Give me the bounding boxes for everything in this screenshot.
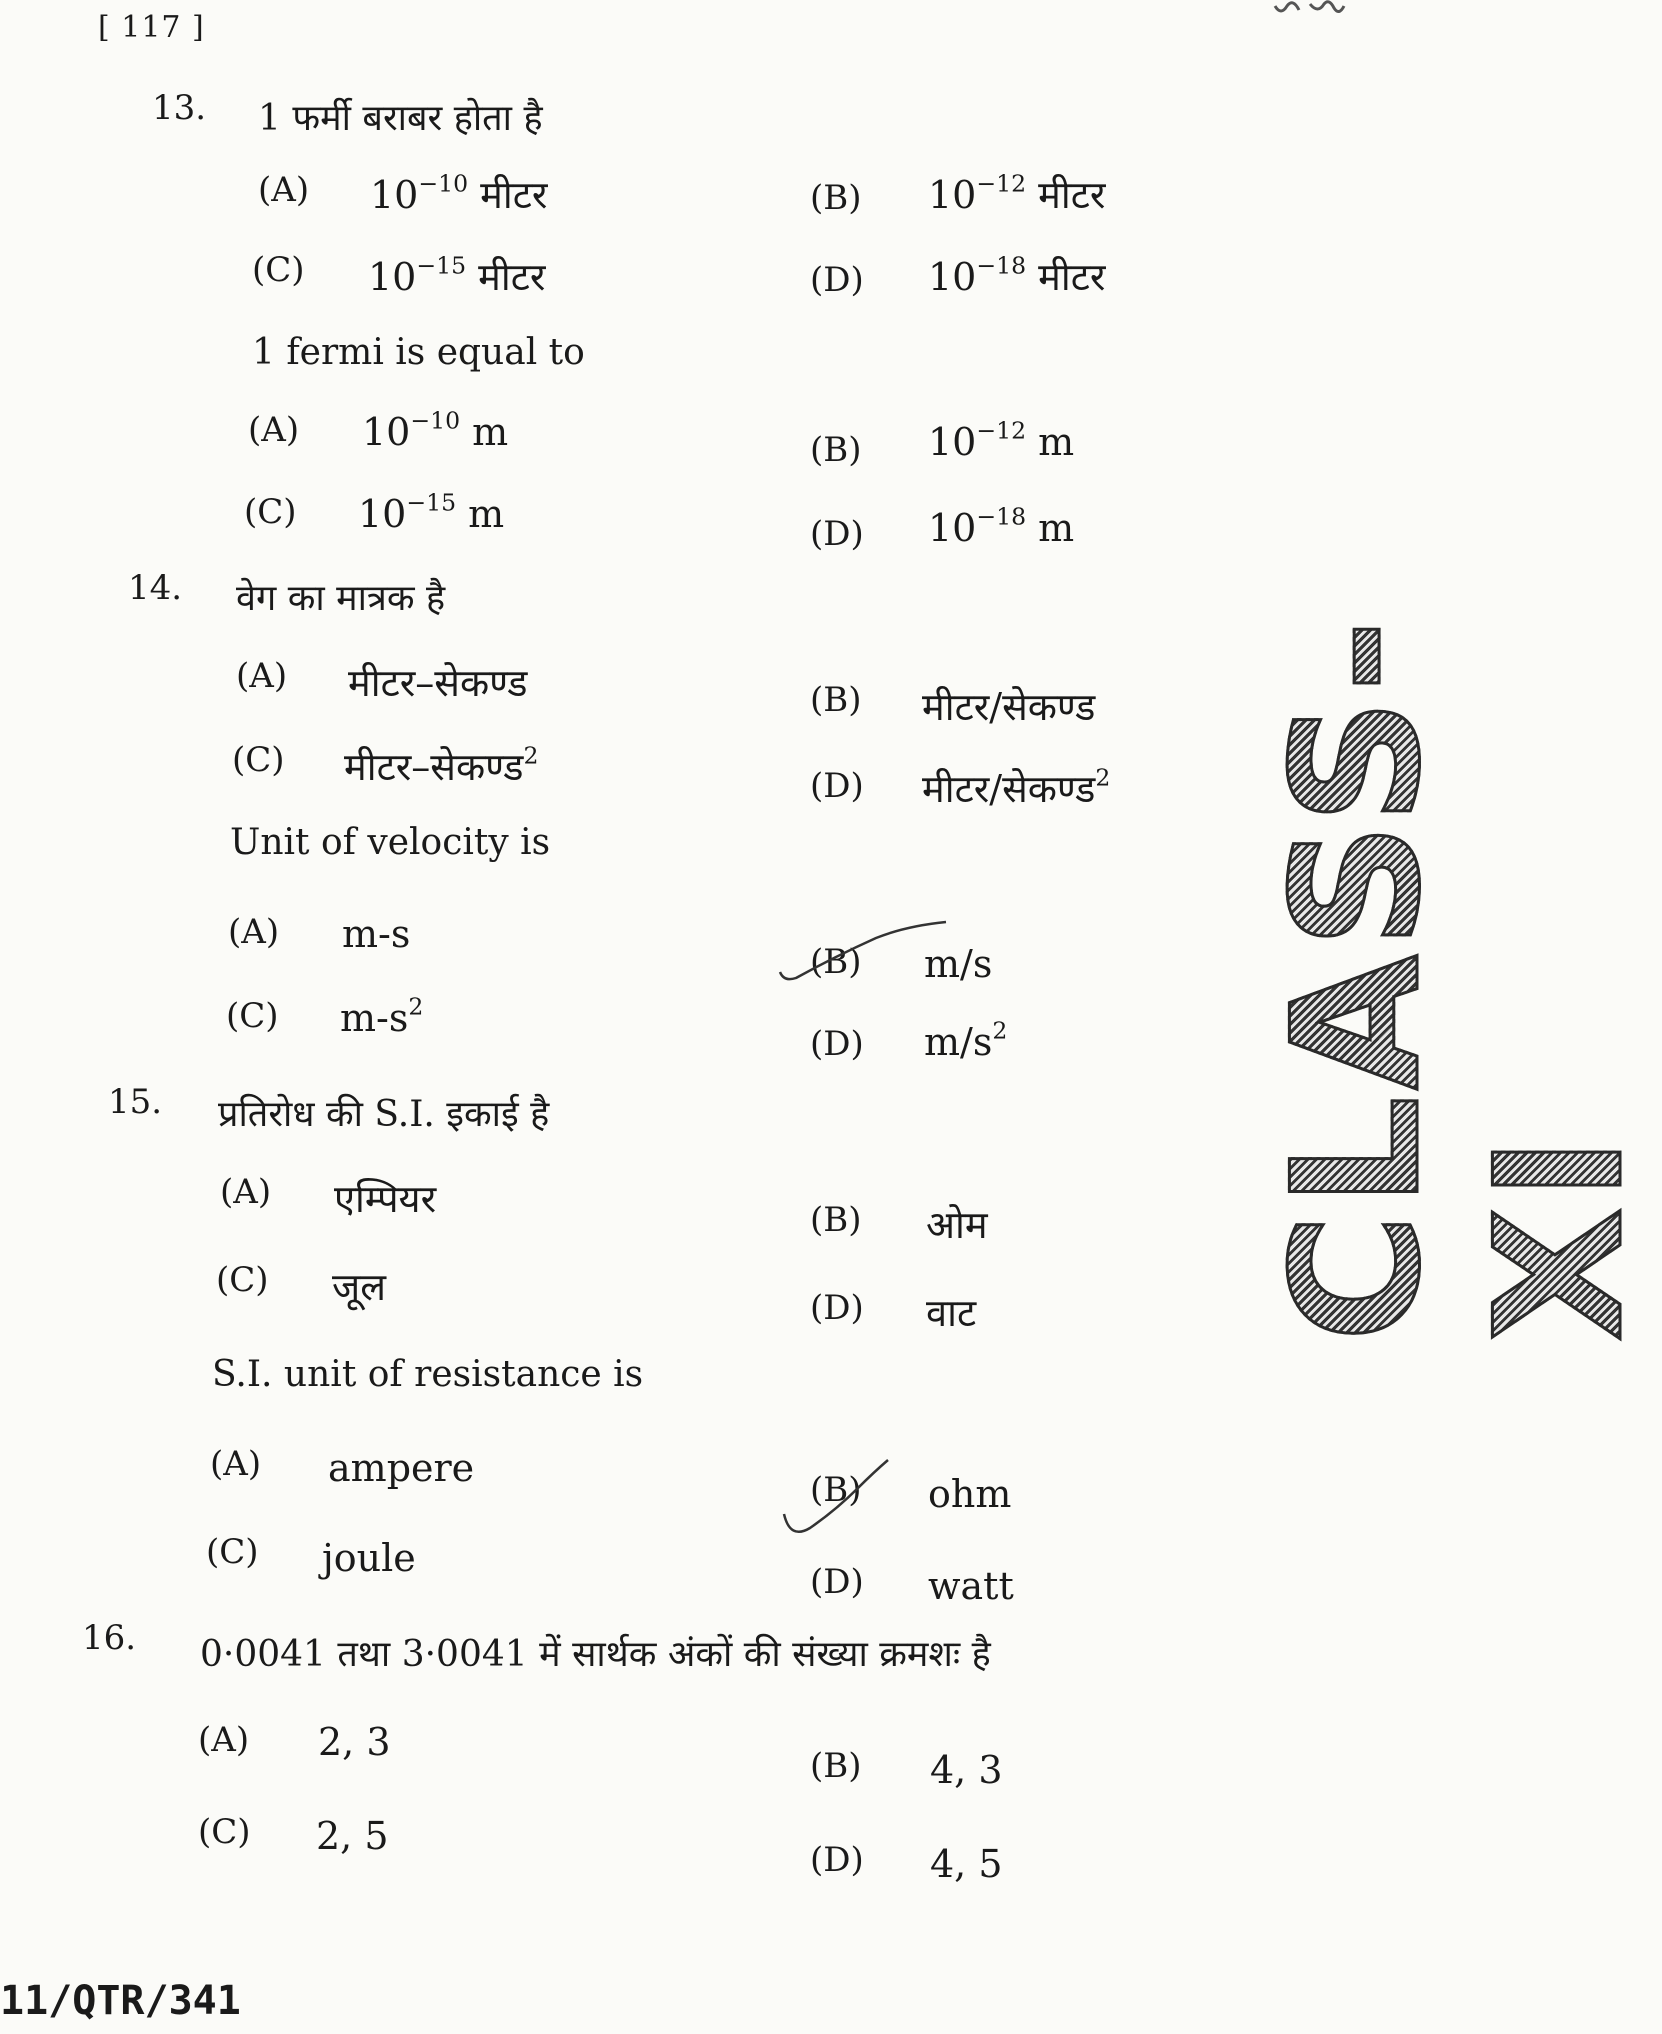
q16-option-d-value: 4, 5 — [930, 1842, 1003, 1886]
q14-english-option-d-value: $m/s^2$ — [924, 1016, 1008, 1064]
q15-hindi-option-c-label: (C) — [216, 1260, 269, 1300]
handwritten-tick-mark — [778, 1456, 918, 1546]
q13-english-option-c-value: $10^{-15}$ m — [358, 488, 505, 536]
q14-hindi-option-a-value: मीटर–सेकण्ड — [348, 661, 528, 705]
q16-option-b-value: 4, 3 — [930, 1748, 1003, 1792]
q14-hindi-option-b-label: (B) — [810, 680, 862, 720]
q14-hindi-option-a-label: (A) — [236, 656, 288, 696]
side-banner-text: CLASS-XI — [1255, 613, 1662, 1342]
corner-scribble — [1270, 0, 1400, 20]
q14-english-option-d-label: (D) — [810, 1024, 864, 1064]
q15-english-option-c-label: (C) — [206, 1532, 259, 1572]
q13-hindi-option-c-label: (C) — [252, 250, 305, 290]
q16-option-b-label: (B) — [810, 1746, 862, 1786]
q13-english-option-b-value: $10^{-12}$ m — [928, 416, 1075, 464]
q15-hindi-option-b-value: ओम — [926, 1203, 988, 1247]
q14-english-option-c-label: (C) — [226, 996, 279, 1036]
q16-option-d-label: (D) — [810, 1840, 864, 1880]
q13-hindi-option-d-value: $10^{-18}$ मीटर — [928, 251, 1106, 299]
question-14-number: 14. — [128, 568, 183, 608]
q15-english-option-a-label: (A) — [210, 1444, 262, 1484]
q15-hindi-option-c-value: जूल — [332, 1265, 386, 1309]
question-16-number: 16. — [82, 1618, 137, 1658]
q15-hindi-option-d-label: (D) — [810, 1288, 864, 1328]
q14-hindi-option-b-value: मीटर/सेकण्ड — [922, 685, 1096, 729]
q15-english-option-b-value: ohm — [928, 1472, 1012, 1516]
q13-english-option-d-label: (D) — [810, 514, 864, 554]
q13-english-option-c-label: (C) — [244, 492, 297, 532]
question-14-hindi-text: वेग का मात्रक है — [236, 578, 446, 619]
question-13-english-text: 1 fermi is equal to — [252, 332, 585, 373]
q15-english-option-a-value: ampere — [328, 1446, 475, 1490]
q14-hindi-option-c-label: (C) — [232, 740, 285, 780]
q14-english-option-a-label: (A) — [228, 912, 280, 952]
q15-english-option-b-label: (B) — [810, 1470, 862, 1510]
handwritten-tick-mark — [770, 918, 960, 988]
q16-option-a-label: (A) — [198, 1720, 250, 1760]
q14-hindi-option-d-label: (D) — [810, 766, 864, 806]
q14-english-option-b-value: m/s — [924, 942, 993, 986]
q14-hindi-option-c-value: मीटर–सेकण्ड$^2$ — [344, 741, 539, 789]
q15-hindi-option-b-label: (B) — [810, 1200, 862, 1240]
question-13-hindi-text: 1 फर्मी बराबर होता है — [258, 98, 543, 139]
q15-hindi-option-a-value: एम्पियर — [334, 1177, 437, 1221]
question-14-english-text: Unit of velocity is — [230, 822, 551, 863]
q15-english-option-c-value: joule — [322, 1536, 416, 1580]
q13-hindi-option-d-label: (D) — [810, 260, 864, 300]
q13-english-option-b-label: (B) — [810, 430, 862, 470]
question-13-number: 13. — [152, 88, 207, 128]
q15-english-option-d-value: watt — [928, 1564, 1014, 1608]
q13-english-option-d-value: $10^{-18}$ m — [928, 502, 1075, 550]
side-banner — [1255, 400, 1662, 1570]
q13-english-option-a-value: $10^{-10}$ m — [362, 406, 509, 454]
q14-english-option-c-value: $m-s^2$ — [340, 992, 424, 1040]
q15-hindi-option-a-label: (A) — [220, 1172, 272, 1212]
q14-hindi-option-d-value: मीटर/सेकण्ड$^2$ — [922, 763, 1111, 811]
q16-option-c-value: 2, 5 — [316, 1814, 389, 1858]
q14-english-option-b-label: (B) — [810, 942, 862, 982]
paper-code: 11/QTR/341 — [0, 1978, 241, 2024]
q13-hindi-option-a-value: $10^{-10}$ मीटर — [370, 169, 548, 217]
q14-english-option-a-value: m-s — [342, 912, 411, 956]
q13-english-option-a-label: (A) — [248, 410, 300, 450]
q15-hindi-option-d-value: वाट — [926, 1291, 977, 1335]
q16-option-c-label: (C) — [198, 1812, 251, 1852]
question-15-number: 15. — [108, 1082, 163, 1122]
q16-option-a-value: 2, 3 — [318, 1720, 391, 1764]
q13-hindi-option-a-label: (A) — [258, 170, 310, 210]
page-number: [ 117 ] — [98, 10, 205, 45]
question-15-hindi-text: प्रतिरोध की S.I. इकाई है — [218, 1094, 550, 1135]
question-16-hindi-text: 0·0041 तथा 3·0041 में सार्थक अंकों की संख्या क्रमशः है — [200, 1634, 991, 1675]
q15-english-option-d-label: (D) — [810, 1562, 864, 1602]
q13-hindi-option-b-label: (B) — [810, 178, 862, 218]
q13-hindi-option-b-value: $10^{-12}$ मीटर — [928, 169, 1106, 217]
q13-hindi-option-c-value: $10^{-15}$ मीटर — [368, 251, 546, 299]
question-15-english-text: S.I. unit of resistance is — [212, 1354, 644, 1395]
